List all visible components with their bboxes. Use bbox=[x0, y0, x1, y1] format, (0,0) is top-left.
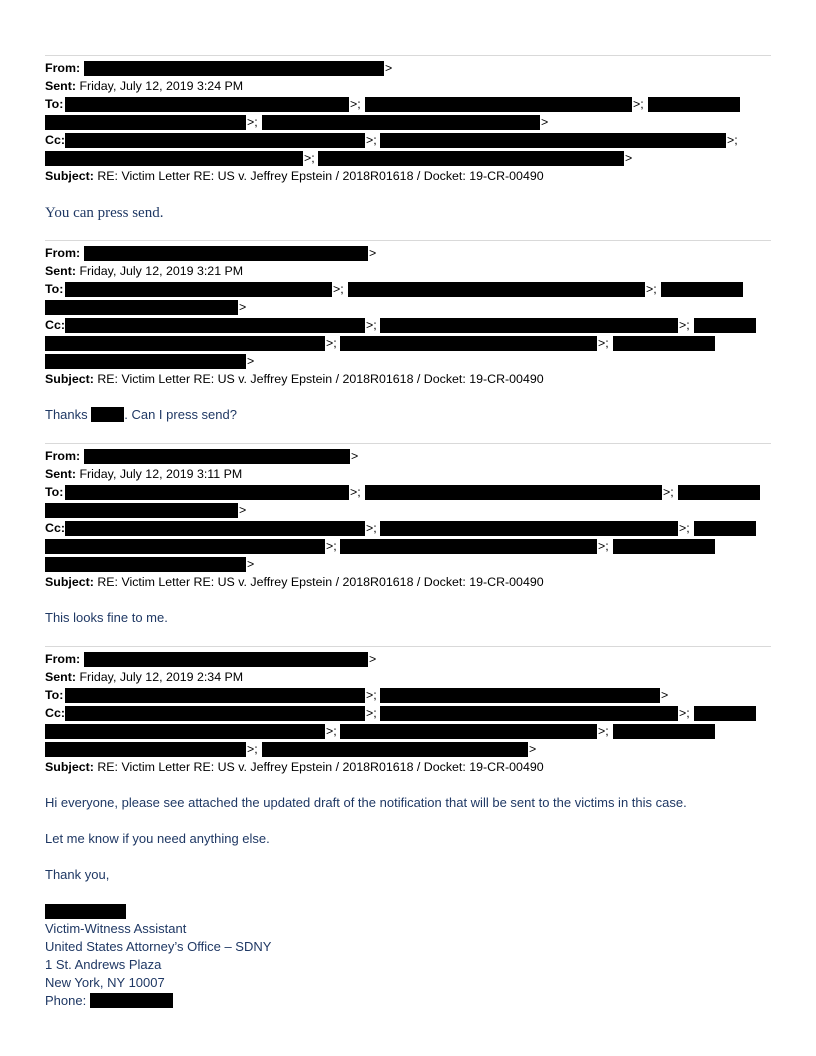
redaction-box bbox=[380, 706, 678, 721]
sent-line: Sent: Friday, July 12, 2019 3:24 PM bbox=[45, 79, 244, 93]
punctuation: >; bbox=[598, 336, 609, 350]
message-body: Thank you, bbox=[45, 867, 110, 882]
subject-text: RE: Victim Letter RE: US v. Jeffrey Epstein / 2018R01618 / Docket: 19-CR-00490 bbox=[97, 760, 544, 774]
redaction-box bbox=[45, 742, 246, 757]
redaction-box bbox=[380, 318, 678, 333]
redaction-box bbox=[380, 688, 660, 703]
redaction-box bbox=[65, 688, 365, 703]
redaction-box bbox=[45, 539, 325, 554]
sent-date: Friday, July 12, 2019 3:21 PM bbox=[79, 264, 244, 278]
redaction-box bbox=[84, 652, 368, 667]
redaction-box bbox=[262, 742, 528, 757]
redaction-box bbox=[45, 354, 246, 369]
redaction-box bbox=[340, 724, 597, 739]
punctuation: > bbox=[529, 742, 537, 756]
punctuation: >; bbox=[350, 485, 361, 499]
signature-title: Victim-Witness Assistant bbox=[45, 921, 187, 936]
punctuation: >; bbox=[727, 133, 738, 147]
subject-line: Subject: RE: Victim Letter RE: US v. Jeffrey Epstein / 2018R01618 / Docket: 19-CR-00490 bbox=[45, 372, 544, 386]
punctuation: > bbox=[239, 300, 247, 314]
sent-line: Sent: Friday, July 12, 2019 2:34 PM bbox=[45, 670, 244, 684]
punctuation: > bbox=[239, 503, 247, 517]
punctuation: >; bbox=[679, 318, 690, 332]
punctuation: >; bbox=[366, 688, 377, 702]
redaction-box bbox=[318, 151, 624, 166]
punctuation: > bbox=[625, 151, 633, 165]
signature-phone: Phone: bbox=[45, 993, 87, 1008]
sent-line: Sent: Friday, July 12, 2019 3:21 PM bbox=[45, 264, 244, 278]
signature-address: New York, NY 10007 bbox=[45, 975, 165, 990]
message-body: Hi everyone, please see attached the updated draft of the notification that will be sent to the victims in this case. bbox=[45, 795, 687, 810]
punctuation: > bbox=[385, 61, 393, 75]
to-line: To: bbox=[45, 282, 64, 296]
punctuation: > bbox=[541, 115, 549, 129]
punctuation: >; bbox=[333, 282, 344, 296]
redaction-box bbox=[365, 97, 632, 112]
redaction-box bbox=[380, 133, 726, 148]
punctuation: >; bbox=[646, 282, 657, 296]
punctuation: >; bbox=[247, 742, 258, 756]
redaction-box bbox=[84, 246, 368, 261]
message-body: You can press send. bbox=[45, 205, 164, 221]
punctuation: >; bbox=[366, 521, 377, 535]
redaction-box bbox=[348, 282, 645, 297]
redaction-box bbox=[262, 115, 540, 130]
punctuation: > bbox=[351, 449, 359, 463]
cc-line: Cc: bbox=[45, 133, 65, 147]
redaction-box bbox=[65, 282, 332, 297]
subject-text: RE: Victim Letter RE: US v. Jeffrey Epstein / 2018R01618 / Docket: 19-CR-00490 bbox=[97, 575, 544, 589]
punctuation: >; bbox=[247, 115, 258, 129]
signature-office: United States Attorney’s Office – SDNY bbox=[45, 939, 272, 954]
punctuation: >; bbox=[326, 724, 337, 738]
punctuation: >; bbox=[326, 336, 337, 350]
redaction-box bbox=[694, 318, 756, 333]
redaction-box bbox=[84, 61, 384, 76]
redaction-box bbox=[340, 336, 597, 351]
redaction-box bbox=[694, 521, 756, 536]
redaction-box bbox=[65, 485, 349, 500]
punctuation: >; bbox=[679, 706, 690, 720]
redaction-box bbox=[84, 449, 350, 464]
redaction-box bbox=[613, 336, 715, 351]
punctuation: >; bbox=[350, 97, 361, 111]
redaction-box bbox=[45, 151, 303, 166]
message-body: Let me know if you need anything else. bbox=[45, 831, 270, 846]
punctuation: >; bbox=[679, 521, 690, 535]
punctuation: >; bbox=[366, 133, 377, 147]
punctuation: > bbox=[247, 557, 255, 571]
redaction-box bbox=[661, 282, 743, 297]
redaction-box bbox=[694, 706, 756, 721]
punctuation: > bbox=[247, 354, 255, 368]
cc-line: Cc: bbox=[45, 706, 65, 720]
redaction-box bbox=[65, 97, 349, 112]
punctuation: >; bbox=[366, 318, 377, 332]
cc-line: Cc: bbox=[45, 521, 65, 535]
message-body: This looks fine to me. bbox=[45, 610, 168, 625]
redaction-box bbox=[45, 724, 325, 739]
subject-line: Subject: RE: Victim Letter RE: US v. Jeffrey Epstein / 2018R01618 / Docket: 19-CR-00490 bbox=[45, 575, 544, 589]
subject-text: RE: Victim Letter RE: US v. Jeffrey Epstein / 2018R01618 / Docket: 19-CR-00490 bbox=[97, 372, 544, 386]
subject-line: Subject: RE: Victim Letter RE: US v. Jeffrey Epstein / 2018R01618 / Docket: 19-CR-00490 bbox=[45, 169, 544, 183]
from-line: From: bbox=[45, 449, 81, 463]
message-body: Thanks . Can I press send? bbox=[45, 407, 237, 422]
to-line: To: bbox=[45, 97, 64, 111]
redaction-box bbox=[45, 115, 246, 130]
punctuation: > bbox=[369, 652, 377, 666]
sent-date: Friday, July 12, 2019 2:34 PM bbox=[79, 670, 244, 684]
message-divider bbox=[45, 55, 771, 56]
punctuation: >; bbox=[598, 724, 609, 738]
sent-date: Friday, July 12, 2019 3:24 PM bbox=[79, 79, 244, 93]
punctuation: >; bbox=[633, 97, 644, 111]
signature-address: 1 St. Andrews Plaza bbox=[45, 957, 162, 972]
redaction-box bbox=[65, 521, 365, 536]
redaction-box bbox=[678, 485, 760, 500]
redaction-box bbox=[65, 318, 365, 333]
punctuation: >; bbox=[326, 539, 337, 553]
punctuation: > bbox=[369, 246, 377, 260]
redaction-box bbox=[91, 407, 124, 422]
subject-text: RE: Victim Letter RE: US v. Jeffrey Epstein / 2018R01618 / Docket: 19-CR-00490 bbox=[97, 169, 544, 183]
punctuation: >; bbox=[663, 485, 674, 499]
to-line: To: bbox=[45, 485, 64, 499]
punctuation: >; bbox=[366, 706, 377, 720]
redaction-box bbox=[613, 724, 715, 739]
redaction-box bbox=[45, 904, 126, 919]
redaction-box bbox=[45, 503, 238, 518]
redaction-box bbox=[648, 97, 740, 112]
cc-line: Cc: bbox=[45, 318, 65, 332]
redaction-box bbox=[340, 539, 597, 554]
punctuation: >; bbox=[304, 151, 315, 165]
subject-line: Subject: RE: Victim Letter RE: US v. Jeffrey Epstein / 2018R01618 / Docket: 19-CR-00490 bbox=[45, 760, 544, 774]
redaction-box bbox=[45, 336, 325, 351]
redaction-box bbox=[380, 521, 678, 536]
sent-line: Sent: Friday, July 12, 2019 3:11 PM bbox=[45, 467, 243, 481]
redaction-box bbox=[65, 133, 365, 148]
punctuation: > bbox=[661, 688, 669, 702]
redaction-box bbox=[45, 557, 246, 572]
from-line: From: bbox=[45, 652, 81, 666]
to-line: To: bbox=[45, 688, 64, 702]
message-divider bbox=[45, 646, 771, 647]
redaction-box bbox=[65, 706, 365, 721]
message-divider bbox=[45, 240, 771, 241]
redaction-box bbox=[613, 539, 715, 554]
redaction-box bbox=[365, 485, 662, 500]
message-divider bbox=[45, 443, 771, 444]
from-line: From: bbox=[45, 61, 81, 75]
redaction-box bbox=[45, 300, 238, 315]
from-line: From: bbox=[45, 246, 81, 260]
redaction-box bbox=[90, 993, 173, 1008]
punctuation: >; bbox=[598, 539, 609, 553]
sent-date: Friday, July 12, 2019 3:11 PM bbox=[79, 467, 243, 481]
